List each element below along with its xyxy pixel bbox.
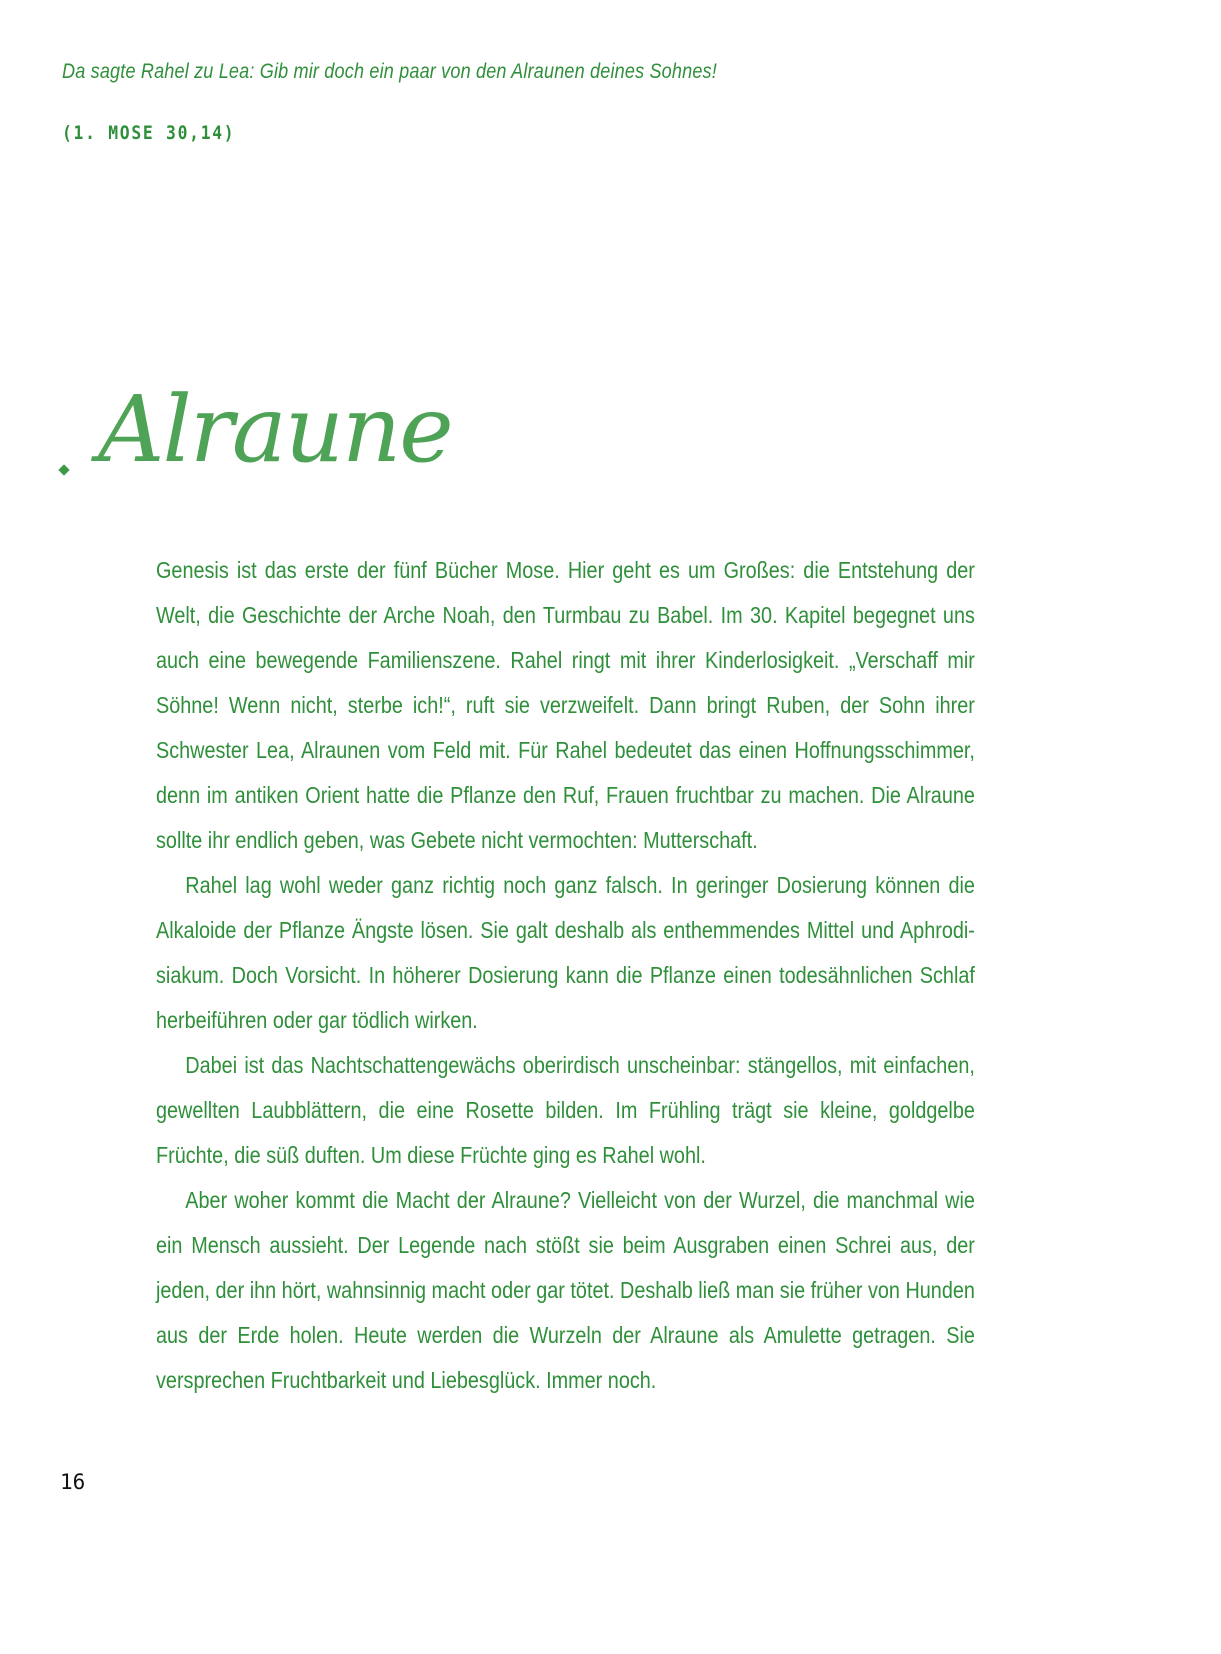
chapter-title: Alraune [98,376,452,483]
title-ornament-icon [58,464,69,475]
epigraph-quote: Da sagte Rahel zu Lea: Gib mir doch ein paar von den Alraunen deines Sohnes! [62,60,717,83]
paragraph-3: Dabei ist das Nachtschattengewächs oberirdisch unscheinbar: stängellos, mit einfachen, gewellten Laubblättern, die eine Rosette bilden. Im Frühling trägt sie kleine, goldgelbe Früchte, die süß duften. Um diese Früchte ging es Rahel wohl. [156,1052,975,1168]
body-text [156,548,975,1403]
chapter-title-block [60,376,480,498]
paragraph-1: Genesis ist das erste der fünf Bücher Mose. Hier geht es um Großes: die Entstehung der Welt, die Geschichte der Arche Noah, den Turmbau zu Babel. Im 30. Kapitel begegnet uns auch eine bewegende Familienszene. Rahel ringt mit ihrer Kinderlosigkeit. „Verschaff mir Söhne! Wenn nicht, sterbe ich!“, ruft sie verzweifelt. Dann bringt Ruben, der Sohn ihrer Schwester Lea, Alraunen vom Feld mit. Für Rahel bedeutet das einen Hoffnungsschimmer, denn im antiken Orient hatte die Pflanze den Ruf, Frauen fruchtbar zu machen. Die Alraune sollte ihr endlich geben, was Gebete nicht vermochten: Mutterschaft. [156,557,975,853]
page-number: 16 [60,1470,86,1494]
bible-reference: (1. MOSE 30,14) [62,122,236,144]
paragraph-2: Rahel lag wohl weder ganz richtig noch ganz falsch. In geringer Dosierung können die Alkaloide der Pflanze Ängste lösen. Sie galt deshalb als enthemmendes Mittel und Aphrodisiakum. Doch Vorsicht. In höherer Dosierung kann die Pflanze einen todesähnlichen Schlaf herbeiführen oder gar tödlich wirken. [156,872,975,1033]
paragraph-4: Aber woher kommt die Macht der Alraune? Vielleicht von der Wurzel, die manchmal wie ein Mensch aussieht. Der Legende nach stößt sie beim Ausgraben einen Schrei aus, der jeden, der ihn hört, wahnsinnig macht oder gar tötet. Deshalb ließ man sie früher von Hunden aus der Erde holen. Heute werden die Wurzeln der Alraune als Amulette getragen. Sie versprechen Fruchtbarkeit und Liebesglück. Immer noch. [156,1187,975,1393]
